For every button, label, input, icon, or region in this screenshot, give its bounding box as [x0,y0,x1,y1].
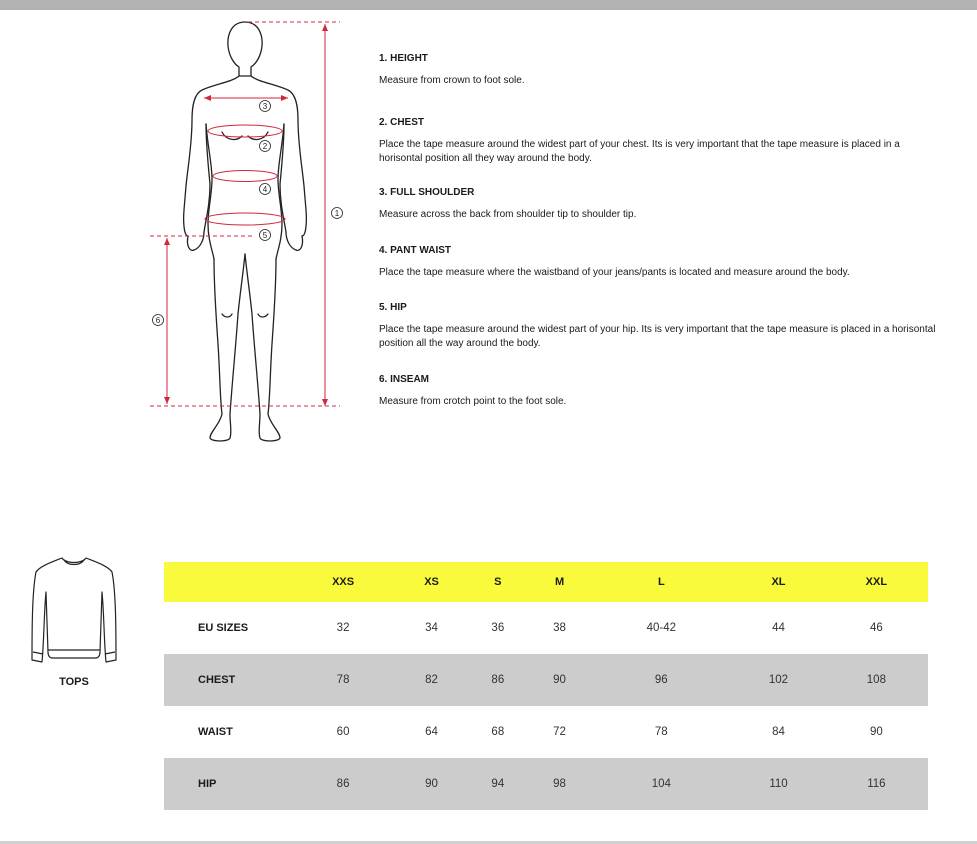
table-row-chest [164,654,928,706]
table-cell: 32 [336,622,350,634]
guide-chest [379,116,939,186]
guide-description: Place the tape measure around the widest part of your chest. Its is very important that the tape measure is placed in a horisontal position all they way around the body. [379,139,900,164]
row-label: HIP [198,778,217,790]
sweater-icon [24,552,124,670]
marker-2 [260,141,271,152]
marker-1 [332,208,343,219]
table-cell: 84 [772,726,785,738]
table-row-eu-sizes [164,602,928,654]
guide-title: 3. FULL SHOULDER [379,187,475,198]
marker-4 [260,184,271,195]
tops-label: TOPS [59,676,89,688]
table-cell: 38 [553,622,566,634]
table-cell: 82 [425,674,438,686]
table-cell: 78 [654,726,668,738]
table-cell: 40-42 [646,622,677,634]
row-label: CHEST [198,674,236,686]
top-bar [0,0,977,10]
table-cell: 90 [553,674,566,686]
table-cell: 90 [869,726,883,738]
header-empty-cell [164,562,290,602]
table-cell: 102 [768,674,789,686]
size-col-xs: XS [424,576,439,588]
table-cell: 90 [425,778,438,790]
table-cell: 94 [491,778,505,790]
size-col-xxl: XXL [865,576,888,588]
guide-description: Place the tape measure where the waistband of your jeans/pants is located and measure around the body. [379,267,850,278]
size-col-m: M [554,576,565,588]
size-table [164,562,928,810]
guide-title: 6. INSEAM [379,374,430,385]
table-row-hip [164,758,928,810]
svg-text:3: 3 [262,102,268,111]
table-cell: 78 [336,674,350,686]
guide-height [379,52,939,116]
svg-text:4: 4 [262,185,268,194]
row-label: EU SIZES [198,622,249,634]
size-col-xxs: XXS [332,576,355,588]
table-cell: 104 [651,778,671,790]
table-cell: 116 [867,778,886,790]
table-cell: 98 [553,778,566,790]
table-cell: 60 [336,726,350,738]
size-col-l: L [657,576,665,588]
marker-5 [260,230,271,241]
marker-6 [153,315,164,326]
size-header-row [164,562,928,602]
svg-text:6: 6 [155,316,161,325]
guide-title: 5. HIP [379,302,407,313]
svg-text:5: 5 [262,231,268,240]
table-cell: 108 [866,674,886,686]
guide-description: Measure from crotch point to the foot sole. [379,396,567,407]
guide-description: Measure across the back from shoulder tip to shoulder tip. [379,209,637,220]
size-col-s: S [494,576,502,588]
table-cell: 72 [553,726,566,738]
table-cell: 46 [869,622,883,634]
table-cell: 34 [425,622,438,634]
table-cell: 86 [336,778,350,790]
table-cell: 44 [772,622,785,634]
svg-text:2: 2 [262,142,268,151]
guide-inseam [379,373,939,409]
table-row-waist [164,706,928,758]
body-measurement-figure [140,14,360,454]
guide-full-shoulder [379,186,939,244]
guide-pant-waist [379,244,939,301]
table-cell: 68 [491,726,505,738]
table-cell: 86 [491,674,505,686]
tops-illustration [24,552,124,692]
row-label: WAIST [198,726,233,738]
marker-3 [260,101,271,112]
guide-title: 4. PANT WAIST [379,245,452,256]
table-cell: 36 [491,622,505,634]
guide-hip [379,301,939,373]
guide-description: Measure from crown to foot sole. [379,75,525,86]
guide-description: Place the tape measure around the widest part of your hip. Its is very important that the tape measure is placed in a horisontal position all the way around the body. [379,324,936,349]
svg-text:1: 1 [334,209,340,218]
table-cell: 110 [769,778,788,790]
table-cell: 64 [425,726,438,738]
measurement-guide [379,52,939,409]
size-col-xl: XL [771,576,786,588]
guide-title: 1. HEIGHT [379,53,428,64]
table-cell: 96 [654,674,668,686]
guide-title: 2. CHEST [379,117,425,128]
